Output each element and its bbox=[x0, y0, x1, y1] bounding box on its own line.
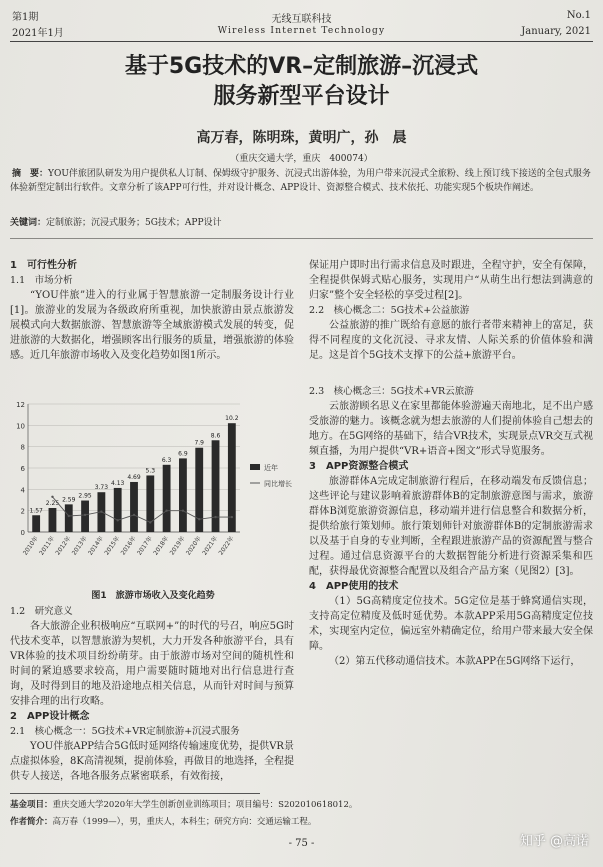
bar-value-label: 3.73 bbox=[94, 484, 109, 492]
journal-en: Wireless Internet Technology bbox=[217, 26, 386, 36]
section-1-1-title: 1.1 市场分析 bbox=[10, 275, 73, 286]
bar bbox=[49, 508, 57, 532]
right-column-bottom bbox=[309, 384, 593, 669]
date-en: January, 2021 bbox=[521, 26, 591, 37]
figure-1-chart bbox=[8, 396, 298, 586]
x-tick-label: 2016年 bbox=[119, 535, 138, 557]
page-number: - 75 - bbox=[288, 838, 315, 849]
section-2-title: 2 APP设计概念 bbox=[10, 711, 90, 722]
growth-point bbox=[214, 516, 216, 518]
x-tick-label: 2017年 bbox=[136, 535, 154, 557]
bar-value-label: 2.59 bbox=[62, 496, 76, 504]
fund-label: 基金项目： bbox=[10, 800, 53, 810]
footnote-rule bbox=[10, 793, 260, 794]
bar bbox=[65, 504, 73, 532]
growth-point bbox=[100, 511, 102, 513]
y-tick-label: 2 bbox=[20, 507, 25, 516]
y-tick-label: 12 bbox=[16, 401, 25, 409]
bar-value-label: 6.9 bbox=[178, 450, 188, 458]
section-4-title: 4 APP使用的技术 bbox=[309, 581, 399, 592]
legend-label-line: 同比增长 bbox=[264, 480, 292, 488]
growth-point bbox=[165, 509, 167, 511]
bar bbox=[81, 501, 89, 532]
bar bbox=[130, 482, 138, 532]
section-1-2-text: 各大旅游企业积极响应“互联网+”的时代的号召，响应5G时代技术变革，以智慧旅游为契机，大力开发各种旅游平台，具有VR体验的技术项目纷纷萌芽。由于旅游市场对空间的随机性和时间的紧迫感要求较高，用户需要随时随地对出行信息进行查询，及时得到目的地及沿途地点相关信息，从而针对时间与预算安排合理的出行攻略。 bbox=[10, 621, 294, 707]
bar bbox=[114, 488, 122, 532]
right-column-top bbox=[309, 258, 593, 363]
x-tick-label: 2011年 bbox=[38, 535, 57, 557]
bar bbox=[163, 465, 171, 532]
growth-point bbox=[84, 514, 86, 516]
left-column-bottom bbox=[10, 604, 294, 784]
bar-value-label: 5.3 bbox=[145, 467, 156, 475]
bar-value-label: 1.57 bbox=[29, 507, 43, 515]
x-tick-label: 2019年 bbox=[168, 535, 187, 557]
bar-value-label: 10.2 bbox=[225, 415, 239, 423]
x-tick-label: 2015年 bbox=[103, 535, 122, 557]
journal-cn: 无线互联科技 bbox=[271, 14, 332, 25]
section-1-title: 1 可行性分析 bbox=[10, 260, 77, 271]
section-2-3-title: 2.3 核心概念三：5G技术+VR云旅游 bbox=[309, 386, 474, 397]
title-line-2: 服务新型平台设计 bbox=[213, 84, 390, 109]
date-cn: 2021年1月 bbox=[12, 28, 64, 39]
section-3-text: 旅游群体A完成定制旅游行程后，在移动端发布反馈信息；这些评论与建议影响着旅游群体B的定制旅游意图与需求，旅游群体B浏览旅游资源信息，移动端并进行信息整合和数据分析，提供给旅行策划师。旅行策划师针对旅游群体B的定制旅游需求以及基于自身的专业判断，全程跟进旅游产品的资源配置与整合过程。通过信息资源平台的大数据智能分析进行资源采集和匹配，获得最优资源整合配置以及组合产品方案（见图2）[3]。 bbox=[309, 476, 593, 577]
abstract-label: 摘 要： bbox=[12, 169, 49, 179]
bar-value-label: 2.25 bbox=[45, 500, 60, 507]
growth-point bbox=[198, 518, 200, 520]
x-tick-label: 2013年 bbox=[70, 535, 89, 557]
figure-1-caption: 图1 旅游市场收入及变化趋势 bbox=[91, 591, 215, 601]
affiliation: （重庆交通大学，重庆 400074） bbox=[230, 154, 373, 164]
section-2-1-cont: 保证用户即时出行需求信息及时跟进，全程守护，安全有保障，全程提供保姆式贴心服务，实现用户“从萌生出行想法到满意的归家”整个安全轻松的享受过程[2]。 bbox=[309, 260, 593, 301]
bar bbox=[228, 423, 236, 532]
growth-line bbox=[52, 497, 231, 523]
bar-value-label: 7.9 bbox=[194, 439, 205, 447]
y-tick-label: 10 bbox=[16, 422, 25, 431]
x-tick-label: 2012年 bbox=[54, 535, 73, 557]
issue: 第1期 bbox=[12, 12, 39, 23]
section-2-1-text: YOU伴旅APP结合5G低时延网络传输速度优势，提供VR景点虚拟体验，8K高清视频，提前体验，再做目的地选择，全程提供专人接送，各地各服务点紧密联系，有效衔接， bbox=[10, 741, 294, 782]
watermark: 知乎 @高诺 bbox=[519, 834, 589, 849]
growth-point bbox=[182, 509, 184, 511]
section-4-p1: （1）5G高精度定位技术。5G定位是基于蜂窝通信实现，支持高定位精度及低时延优势。本款APP采用5G高精度定位技术，实现室内定位，偏远室外精确定位，给用户带来最大安全保障。 bbox=[309, 596, 593, 652]
keywords-text: 定制旅游；沉浸式服务；5G技术；APP设计 bbox=[46, 218, 222, 228]
title-line-1: 基于5G技术的VR–定制旅游–沉浸式 bbox=[124, 54, 479, 79]
bar-value-label: 4.69 bbox=[127, 473, 141, 481]
growth-point bbox=[68, 515, 70, 517]
fund-note bbox=[10, 798, 357, 810]
bar bbox=[32, 515, 40, 532]
abstract bbox=[10, 167, 591, 195]
y-tick-label: 0 bbox=[20, 529, 25, 537]
section-2-3-text: 云旅游顾名思义在家里都能体验游遍天南地北，足不出户感受旅游的魅力。该概念就为想去旅游的人们提前体验自己想去的地方。在5G网络的基础下，结合VR技术，实现景点VR交互式视频直播，为用户提供“VR+语音+图文”形式导览服务。 bbox=[309, 401, 593, 457]
x-tick-label: 2022年 bbox=[217, 535, 236, 557]
growth-point bbox=[149, 521, 151, 523]
growth-point bbox=[51, 496, 53, 498]
bar-value-label: 4.13 bbox=[111, 479, 125, 487]
section-1-2-title: 1.2 研究意义 bbox=[10, 606, 73, 617]
section-4-p2: （2）第五代移动通信技术。本款APP在5G网络下运行， bbox=[329, 656, 581, 667]
y-tick-label: 8 bbox=[20, 443, 25, 452]
keywords bbox=[10, 215, 591, 228]
abstract-text: YOU伴旅团队研发为用户提供私人订制、保姆级守护服务、沉浸式出游体验，为用户带来沉浸式全旅粉、线上预订线下接送的全包式服务体验新型定制出行软件。文章分析了该APP可行性，并对设计概念、APP设计、资源整合模式、技术依托、功能实现5个板块作阐述。 bbox=[10, 169, 591, 193]
running-header bbox=[12, 8, 591, 42]
y-tick-label: 4 bbox=[20, 486, 25, 495]
keywords-label: 关键词： bbox=[10, 218, 47, 228]
x-tick-label: 2021年 bbox=[201, 535, 220, 557]
x-tick-label: 2018年 bbox=[152, 535, 171, 557]
section-2-2-title: 2.2 核心概念二：5G技术+公益旅游 bbox=[309, 305, 470, 316]
growth-point bbox=[133, 514, 135, 516]
author-note bbox=[10, 815, 316, 827]
x-tick-label: 2020年 bbox=[184, 535, 203, 557]
header-rule bbox=[10, 41, 593, 42]
left-column-top bbox=[10, 258, 294, 363]
abstract-rule bbox=[10, 238, 593, 239]
x-tick-label: 2014年 bbox=[87, 535, 106, 557]
y-tick-label: 6 bbox=[20, 465, 25, 473]
x-tick-label: 2010年 bbox=[21, 535, 40, 557]
author-label: 作者简介： bbox=[10, 817, 53, 827]
fund-text: 重庆交通大学2020年大学生创新创业训练项目；项目编号：S202010618012。 bbox=[52, 800, 358, 810]
bar-value-label: 8.6 bbox=[210, 432, 221, 440]
bar-value-label: 6.3 bbox=[161, 456, 172, 464]
paper-title bbox=[0, 52, 603, 112]
bar-value-label: 2.95 bbox=[78, 492, 92, 500]
section-3-title: 3 APP资源整合模式 bbox=[309, 461, 409, 472]
section-1-1-text: “YOU伴旅”进入的行业属于智慧旅游一定制服务设计行业[1]。旅游业的发展为各级政府所重视，加快旅游由景点旅游发展模式向大数据旅游、智慧旅游等全域旅游模式发展的转变，促进旅游的大数据化，增强顾客出行服务的质量，增强旅游的体验感。近几年旅游市场收入及变化趋势如图1所示。 bbox=[10, 290, 294, 361]
section-2-2-text: 公益旅游的推广既给有意愿的旅行者带来精神上的富足，获得不同程度的文化沉浸、寻求友情、人际关系的价值体验和满足。这是首个5G技术支撑下的公益+旅游平台。 bbox=[309, 320, 593, 361]
growth-point bbox=[231, 516, 233, 518]
section-2-1-title: 2.1 核心概念一：5G技术+VR定制旅游+沉浸式服务 bbox=[10, 726, 240, 737]
authors: 高万春，陈明珠，黄明广，孙 晨 bbox=[196, 130, 407, 146]
legend-label-bars: 近年 bbox=[264, 464, 278, 472]
legend-swatch-bars bbox=[250, 464, 260, 470]
bar bbox=[179, 458, 187, 532]
author-text: 高万春（1999—），男，重庆人，本科生；研究方向：交通运输工程。 bbox=[52, 817, 317, 827]
growth-point bbox=[116, 519, 118, 521]
issue-number: No.1 bbox=[566, 10, 591, 21]
